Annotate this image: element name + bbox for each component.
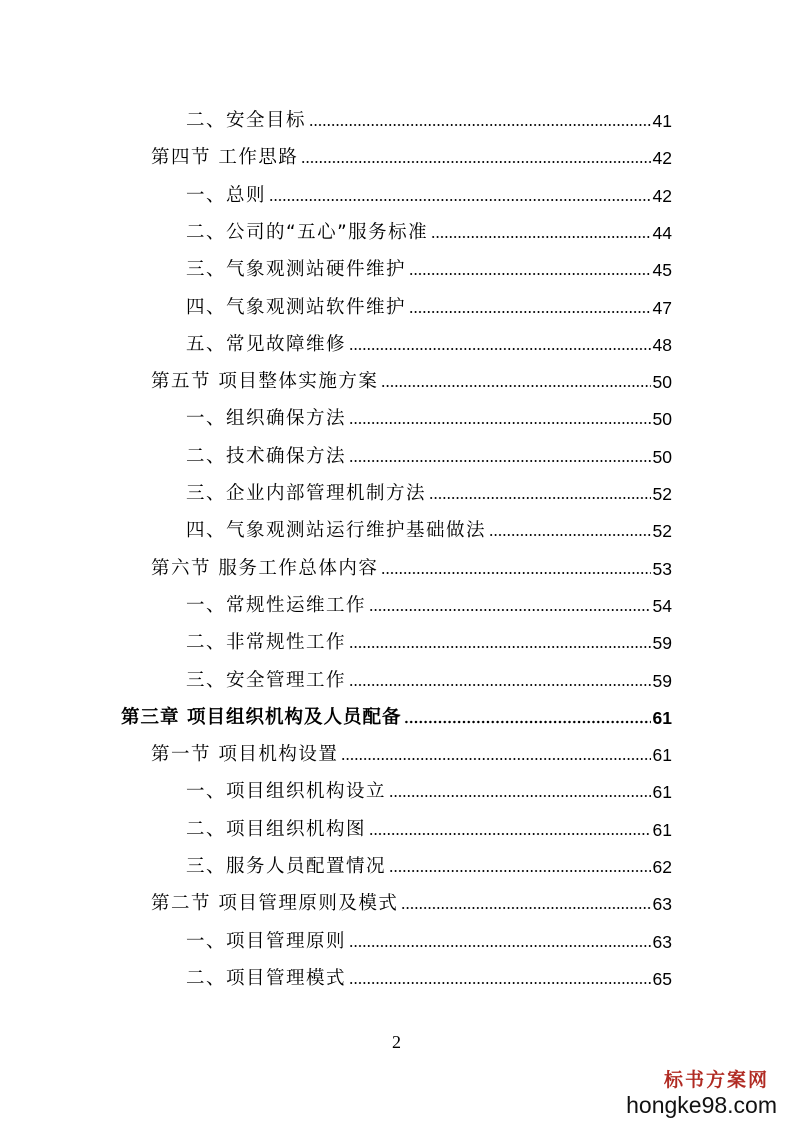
toc-entry-title: 三、企业内部管理机制方法 [186,483,427,504]
toc-entry[interactable] [186,924,672,954]
toc-entry-title: 一、总则 [186,184,267,206]
toc-entry[interactable] [186,588,672,618]
toc-entry[interactable] [186,513,672,543]
toc-entry-page: 50 [652,446,672,467]
toc-dot-leader [349,421,651,425]
toc-entry[interactable] [151,551,672,581]
toc-entry-title: 三、气象观测站硬件维护 [186,259,407,281]
toc-entry-page: 45 [652,260,672,281]
toc-entry-page: 65 [652,968,672,989]
toc-entry-page: 42 [652,148,672,169]
toc-entry-page: 41 [652,111,672,131]
watermark-chinese: 标书方案网 [663,1069,769,1091]
toc-entry-title: 第三章 项目组织机构及人员配备 [121,706,402,728]
toc-entry-title: 四、气象观测站运行维护基础做法 [186,520,487,542]
watermark-url: hongke98.com [626,1092,777,1118]
toc-entry[interactable] [151,364,672,394]
toc-entry-title: 一、项目管理原则 [186,930,347,952]
toc-entry[interactable] [186,178,672,208]
toc-dot-leader [349,683,651,687]
toc-dot-leader [369,832,651,836]
toc-entry[interactable] [186,327,672,357]
toc-dot-leader [349,944,651,948]
toc-entry[interactable] [186,774,672,804]
toc-dot-leader [381,384,650,388]
toc-entry-page: 54 [652,595,672,616]
toc-dot-leader [349,347,651,351]
toc-entry[interactable] [121,700,672,730]
toc-entry-title: 二、安全目标 [186,110,307,131]
toc-entry[interactable] [186,961,672,991]
toc-dot-leader [401,906,650,910]
toc-entry-page: 61 [652,819,672,840]
toc-dot-leader [349,981,651,985]
toc-entry[interactable] [151,886,672,916]
toc-dot-leader [381,571,650,575]
toc-dot-leader [431,235,650,239]
toc-entry-page: 59 [652,633,672,654]
toc-entry-page: 63 [652,931,672,952]
toc-entry[interactable] [186,103,672,133]
toc-entry-page: 47 [652,297,672,318]
toc-entry[interactable] [186,625,672,655]
toc-entry-title: 第四节 工作思路 [151,147,299,169]
toc-entry[interactable] [186,812,672,842]
toc-dot-leader [409,272,651,276]
toc-dot-leader [269,198,651,202]
page-number: 2 [392,1032,401,1052]
toc-entry-title: 二、非常规性工作 [186,632,347,654]
toc-entry-page: 61 [652,707,672,728]
toc-entry[interactable] [186,663,672,693]
toc-entry[interactable] [186,439,672,469]
toc-entry-page: 61 [652,745,672,766]
toc-entry-title: 三、服务人员配置情况 [186,856,387,877]
toc-entry[interactable] [186,290,672,320]
toc-entry[interactable] [186,252,672,282]
toc-entry-title: 第一节 项目机构设置 [151,744,339,766]
toc-dot-leader [389,794,651,798]
toc-dot-leader [349,645,651,649]
toc-dot-leader [301,160,650,164]
toc-entry-page: 44 [652,222,672,243]
toc-entry-page: 53 [652,558,672,579]
toc-entry[interactable] [186,476,672,506]
toc-entry-title: 三、安全管理工作 [186,669,347,691]
toc-entry[interactable] [186,849,672,879]
toc-dot-leader [309,123,651,127]
toc-entry-page: 48 [652,334,672,355]
toc-entry[interactable] [151,140,672,170]
toc-entry-title: 第六节 服务工作总体内容 [151,557,379,579]
toc-dot-leader [409,310,651,314]
toc-entry-title: 五、常见故障维修 [186,333,347,355]
toc-entry-title: 一、组织确保方法 [186,408,347,430]
toc-entry[interactable] [186,215,672,245]
watermark [626,1068,777,1118]
toc-entry-title: 一、常规性运维工作 [186,594,367,616]
toc-dot-leader [369,608,651,612]
toc-entry-page: 42 [652,185,672,206]
toc-entry-page: 61 [652,782,672,803]
toc-entry-page: 62 [652,857,672,877]
toc-entry-title: 第五节 项目整体实施方案 [151,371,379,393]
toc-entry-title: 二、技术确保方法 [186,445,347,467]
toc-entry-title: 二、项目组织机构图 [186,818,367,840]
toc-entry-title: 二、公司的“五心”服务标准 [186,221,429,243]
toc-entry[interactable] [186,401,672,431]
toc-entry[interactable] [151,737,672,767]
toc-entry-page: 50 [652,409,672,430]
toc-entry-title: 第二节 项目管理原则及模式 [151,893,399,915]
toc-dot-leader [489,533,651,537]
toc-entry-title: 二、项目管理模式 [186,967,347,989]
toc-entry-page: 63 [652,894,672,915]
toc-dot-leader [341,757,650,761]
toc-entry-title: 四、气象观测站软件维护 [186,296,407,318]
toc-dot-leader [389,869,651,873]
toc-dot-leader [404,720,650,724]
toc-entry-page: 52 [652,484,672,504]
toc-dot-leader [429,496,651,500]
toc-entry-page: 50 [652,372,672,393]
toc-dot-leader [349,459,651,463]
toc-entry-page: 59 [652,670,672,691]
toc-entry-title: 一、项目组织机构设立 [186,781,387,803]
toc-entry-page: 52 [652,521,672,542]
